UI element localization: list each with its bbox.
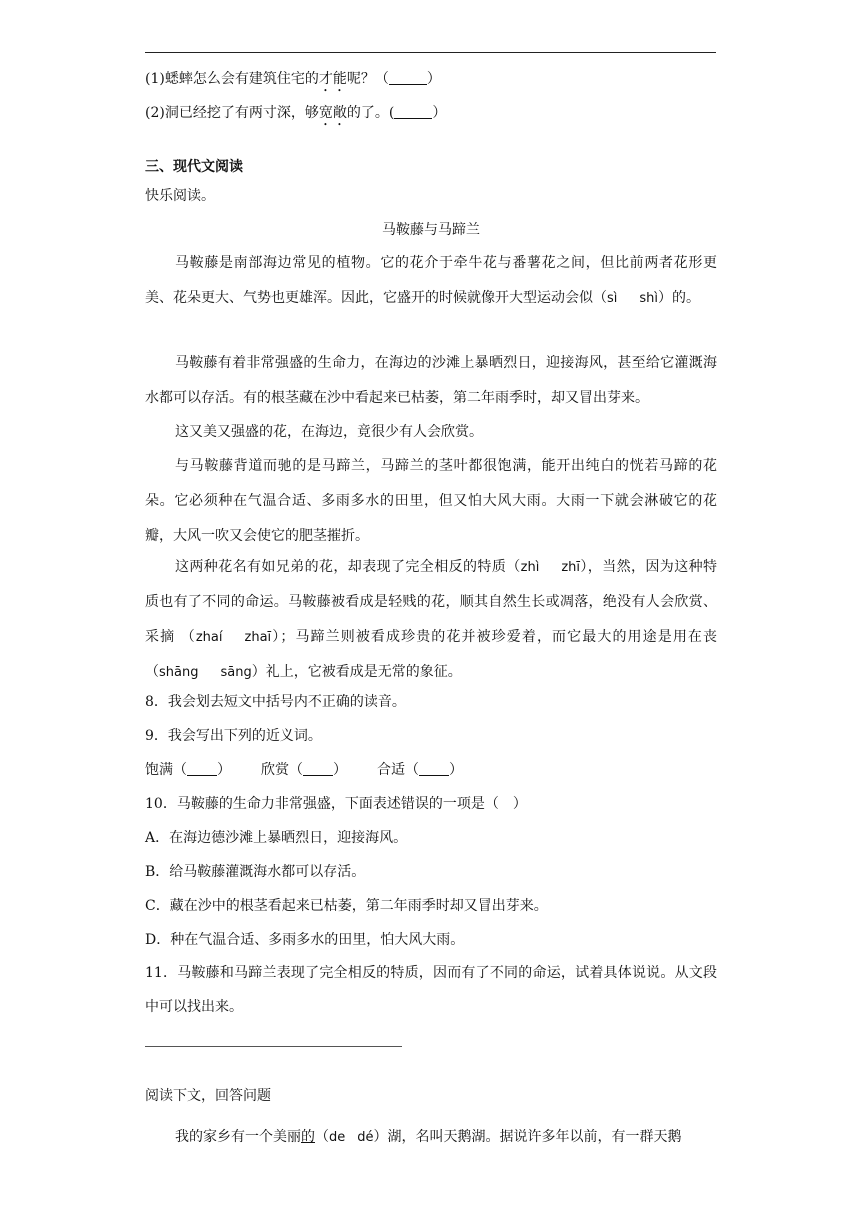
pinyin-option: sì xyxy=(607,291,618,306)
option-d[interactable]: D．种在气温合适、多雨多水的田里，怕大风大雨。 xyxy=(145,932,465,948)
answer-blank[interactable] xyxy=(394,104,432,119)
question-8: 8．我会划去短文中括号内不正确的读音。 xyxy=(145,694,406,710)
p5-text: 这两种花名有如兄弟的花，却表现了完全相反的特质（ xyxy=(175,559,521,575)
q2-text-post: 的了。( xyxy=(346,105,395,121)
q9-item-close: ） xyxy=(333,762,347,778)
q9-item-label: 欣赏（ xyxy=(261,762,303,778)
p1-text: 马鞍藤是南部海边常见的植物。它的花介于牵牛花与番薯花之间，但比前两者花形更美、花朵更大、气势也更雄浑。因此，它盛开的时候就像开大型运动会似（ xyxy=(145,255,717,306)
option-b[interactable]: B．给马鞍藤灌溉海水都可以存活。 xyxy=(145,864,366,880)
r-paren: （ xyxy=(315,1129,329,1145)
q9-item-close: ） xyxy=(217,762,231,778)
pinyin-option: zhī xyxy=(561,560,580,575)
pinyin-option: zhaī xyxy=(244,630,272,645)
r-text-end: ）湖，名叫天鹅湖。据说许多年以前，有一群天鹅 xyxy=(373,1129,682,1145)
passage-paragraph-2: 马鞍藤有着非常强盛的生命力，在海边的沙滩上暴晒烈日，迎接海风，甚至给它灌溉海水都可以存活。有的根茎藏在沙中看起来已枯萎，第二年雨季时，却又冒出芽来。 xyxy=(145,355,717,406)
passage-paragraph-4: 与马鞍藤背道而驰的是马蹄兰，马蹄兰的茎叶都很饱满，能开出纯白的恍若马蹄的花朵。它必须种在气温合适、多雨多水的田里，但又怕大风大雨。大雨一下就会淋破它的花瓣，大风一吹又会使它的肥茎摧折。 xyxy=(145,458,717,544)
q1-text: (1)蟋蟀怎么会有建筑住宅的 xyxy=(145,71,319,87)
option-c[interactable]: C．藏在沙中的根茎看起来已枯萎，第二年雨季时却又冒出芽来。 xyxy=(145,898,548,914)
q2-dotted-word: 宽敞 xyxy=(318,105,347,121)
q2-close: ） xyxy=(432,105,447,121)
q1-text-post: 呢？（ xyxy=(346,71,389,87)
p1-text-end: ）的。 xyxy=(658,290,701,306)
pinyin-option: dé xyxy=(357,1130,374,1145)
answer-blank[interactable] xyxy=(303,761,333,776)
p5-text: ），当然，因为这种特质也有了不同的命运。马鞍藤被看成是轻贱的花，顺其自然生长或凋落，绝没有人会欣赏、采摘 （ xyxy=(145,559,718,645)
answer-blank[interactable] xyxy=(389,70,427,85)
r-text: 我的家乡有一个美丽 xyxy=(175,1129,301,1145)
q9-item-label: 合适（ xyxy=(377,762,419,778)
question-10: 10．马鞍藤的生命力非常强盛，下面表述错误的一项是（ ） xyxy=(145,796,527,812)
question-top-1 xyxy=(145,69,441,95)
question-9-items xyxy=(145,760,463,780)
pinyin-option: shì xyxy=(639,291,659,306)
top-rule xyxy=(145,52,716,53)
reading-intro: 阅读下文，回答问题 xyxy=(145,1088,271,1104)
answer-line[interactable] xyxy=(145,1046,402,1047)
pinyin-option: shāng xyxy=(159,665,199,680)
section-heading: 三、现代文阅读 xyxy=(145,159,243,175)
p5-text: ）；马蹄兰则被看成珍贵的花并被珍爱着，而它最大的用途是用在丧（ xyxy=(145,629,718,680)
q1-close: ） xyxy=(426,71,441,87)
pinyin-option: zhì xyxy=(520,560,540,575)
q9-item-close: ） xyxy=(449,762,463,778)
reading-paragraph-1 xyxy=(175,1127,682,1148)
question-9: 9．我会写出下列的近义词。 xyxy=(145,728,322,744)
passage-paragraph-5 xyxy=(145,550,717,690)
pinyin-option: sāng xyxy=(220,665,252,680)
answer-blank[interactable] xyxy=(419,761,449,776)
option-a[interactable]: A．在海边德沙滩上暴晒烈日，迎接海风。 xyxy=(145,830,408,846)
question-top-2 xyxy=(145,103,446,129)
pinyin-option: de xyxy=(329,1130,346,1145)
passage-paragraph-1 xyxy=(145,246,717,316)
question-11: 11．马鞍藤和马蹄兰表现了完全相反的特质，因而有了不同的命运，试着具体说说。从文段中可以找出来。 xyxy=(145,965,717,1015)
passage-paragraph-3: 这又美又强盛的花，在海边，竟很少有人会欣赏。 xyxy=(175,424,483,440)
q9-item-label: 饱满（ xyxy=(145,762,187,778)
q1-dotted-word: 才能 xyxy=(318,71,347,87)
p5-text-end: ）礼上，它被看成是无常的象征。 xyxy=(251,664,462,680)
pinyin-option: zhaí xyxy=(195,630,223,645)
section-subheading: 快乐阅读。 xyxy=(145,188,215,204)
underlined-char: 的 xyxy=(301,1129,315,1145)
q2-text: (2)洞已经挖了有两寸深，够 xyxy=(145,105,319,121)
passage-title: 马鞍藤与马蹄兰 xyxy=(382,222,480,238)
answer-blank[interactable] xyxy=(187,761,217,776)
